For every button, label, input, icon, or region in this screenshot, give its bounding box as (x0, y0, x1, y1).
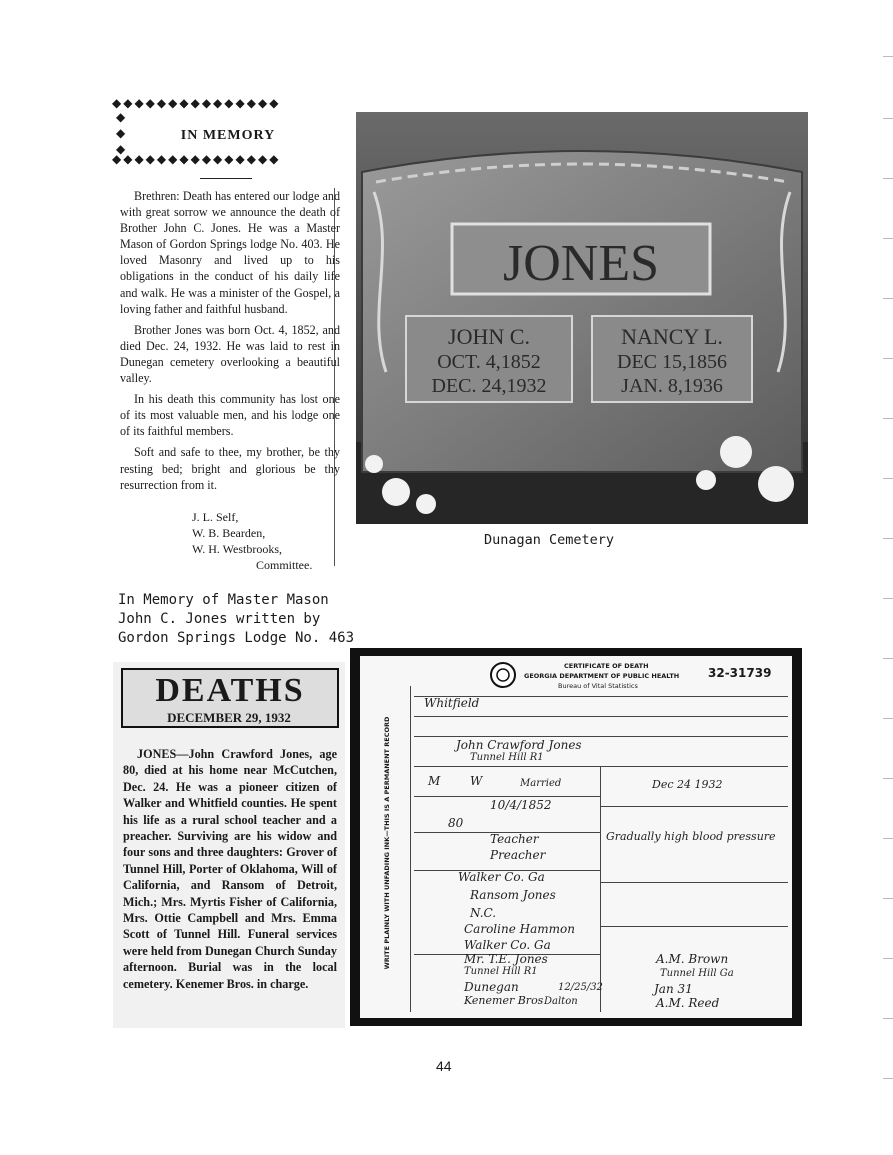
form-line (414, 766, 788, 767)
age-value: 80 (448, 816, 464, 830)
birthplace-value: Walker Co. Ga (458, 870, 545, 884)
certificate-bureau: Bureau of Vital Statistics (558, 682, 638, 690)
page-number: 44 (436, 1058, 452, 1074)
memorial-paragraph: In his death this community has lost one of its most valuable men, and his lodge one of its faithful members. (120, 392, 340, 439)
deaths-body: JONES—John Crawford Jones, age 80, died at his home near McCutchen, Dec. 24. He was a pioneer citizen of Walker and Whitfield counties. He spent his life as a rural school teacher and a preacher. Surviving are his widow and four sons and three daughters: Grover of Tunnel Hill, Porter of Oklahoma, Will of California, and Ransom of Detroit, Mich.; Mrs. Myrtis Fisher of California, Mrs. Ottie Campbell and Mrs. Emma Scott of Tunnel Hill. Funeral services were held from Dunegan Church Sunday afternoon. Burial was in the local cemetery. Kenemer Bros. in charge. (123, 747, 337, 991)
headstone-photo (356, 112, 808, 524)
burial-date-value: 12/25/32 (558, 982, 603, 993)
form-line (414, 736, 788, 737)
headstone-left-born: OCT. 4,1852 (437, 351, 541, 373)
memorial-paragraph: Brethren: Death has entered our lodge and with great sorrow we announce the death of Brother John C. Jones. He was a Master Mason of Gordon Springs lodge No. 403. He loved Masonry and lived up to his obligations in the conduct of his daily life and walk. He was a minister of the Gospel, a loving father and faithful husband. (120, 189, 340, 316)
informant-address-value: Tunnel Hill R1 (464, 966, 538, 977)
state-seal-icon (490, 662, 516, 688)
registrar-signature: A.M. Reed (656, 996, 720, 1010)
binder-mark (883, 958, 893, 959)
filed-date-value: Jan 31 (654, 982, 693, 996)
mother-name-value: Caroline Hammon (464, 922, 575, 936)
father-name-value: Ransom Jones (470, 888, 556, 902)
mother-birthplace-value: Walker Co. Ga (464, 938, 551, 952)
form-line (600, 766, 601, 1012)
binder-mark (883, 838, 893, 839)
deaths-date: DECEMBER 29, 1932 (167, 710, 291, 725)
headstone-left-name: JOHN C. (448, 324, 530, 349)
ornament-border-left: ◆ (116, 126, 126, 140)
form-line (600, 806, 788, 807)
ornament-border-top: ◆◆◆◆◆◆◆◆◆◆◆◆◆◆◆ (112, 96, 281, 110)
memorial-caption (118, 591, 354, 648)
binder-mark (883, 238, 893, 239)
birth-date-value: 10/4/1852 (490, 798, 552, 812)
ornament-border-bottom: ◆◆◆◆◆◆◆◆◆◆◆◆◆◆◆ (112, 152, 281, 166)
undertaker-value: Kenemer Bros (464, 994, 544, 1007)
binder-mark (883, 178, 893, 179)
headstone-image (356, 112, 808, 524)
binder-mark (883, 538, 893, 539)
binder-mark (883, 1018, 893, 1019)
binder-mark (883, 418, 893, 419)
physician-signature: A.M. Brown (656, 952, 729, 966)
undertaker-address-value: Dalton (544, 996, 578, 1007)
headstone-right-name: NANCY L. (621, 324, 723, 349)
deaths-title: DEATHS (155, 672, 305, 709)
form-line (600, 882, 788, 883)
marital-status-value: Married (520, 778, 562, 789)
headstone-right-died: JAN. 8,1936 (621, 375, 723, 397)
binder-mark (883, 118, 893, 119)
signer-name: J. L. Self, (192, 510, 239, 524)
deaths-clipping (113, 662, 345, 1028)
color-value: W (470, 774, 483, 788)
photo-caption: Dunagan Cemetery (484, 532, 615, 548)
binder-mark (883, 1078, 893, 1079)
caption-line: In Memory of Master Mason (118, 592, 329, 608)
caption-line: Gordon Springs Lodge No. 463 (118, 630, 355, 646)
committee-label: Committee. (256, 558, 313, 572)
place-of-death-value: Whitfield (424, 696, 480, 710)
certificate-form (360, 656, 792, 1018)
occupation-value: Teacher (490, 832, 539, 846)
binder-mark (883, 478, 893, 479)
certificate-department: GEORGIA DEPARTMENT OF PUBLIC HEALTH (524, 672, 680, 680)
residence-value: Tunnel Hill R1 (470, 752, 544, 763)
ornament-border-left: ◆ (116, 110, 126, 124)
certificate-title: CERTIFICATE OF DEATH (564, 662, 649, 670)
headstone-family-name: JONES (502, 235, 660, 292)
binder-mark (883, 358, 893, 359)
headstone-right-born: DEC 15,1856 (617, 351, 727, 373)
certificate-side-note: WRITE PLAINLY WITH UNFADING INK—THIS IS A PERMANENT RECORD (383, 716, 391, 970)
signer-name: W. B. Bearden, (192, 526, 266, 540)
informant-value: Mr. T.E. Jones (464, 952, 548, 966)
death-date-value: Dec 24 1932 (652, 778, 723, 791)
memorial-paragraph: Soft and safe to thee, my brother, be thy resting bed; bright and glorious be thy resurrection from it. (120, 445, 340, 492)
headstone-left-died: DEC. 24,1932 (431, 375, 547, 397)
certificate-number: 32-31739 (708, 666, 772, 680)
caption-line: John C. Jones written by (118, 611, 321, 627)
divider (200, 178, 252, 179)
binder-mark (883, 56, 893, 57)
in-memory-clipping (112, 96, 344, 576)
memorial-heading: IN MEMORY (180, 128, 276, 143)
binder-mark (883, 298, 893, 299)
binder-mark (883, 898, 893, 899)
physician-address: Tunnel Hill Ga (660, 968, 734, 979)
memorial-paragraph: Brother Jones was born Oct. 4, 1852, and died Dec. 24, 1932. He was laid to rest in Dunegan cemetery overlooking a beautiful valley. (120, 322, 340, 386)
occupation-value-2: Preacher (490, 848, 546, 862)
form-line (600, 926, 788, 927)
signer-name: W. H. Westbrooks, (192, 542, 283, 556)
form-line (410, 686, 411, 1012)
binder-mark (883, 718, 893, 719)
burial-place-value: Dunegan (464, 980, 519, 994)
binder-mark (883, 598, 893, 599)
ornament-border-left: ◆ (116, 142, 126, 156)
father-birthplace-value: N.C. (470, 906, 497, 920)
cause-of-death-value: Gradually high blood pressure (606, 830, 776, 843)
binder-mark (883, 778, 893, 779)
form-line (414, 796, 600, 797)
form-line (414, 716, 788, 717)
memorial-body (120, 188, 340, 498)
binder-mark (883, 658, 893, 659)
death-certificate (350, 648, 802, 1026)
full-name-value: John Crawford Jones (456, 738, 582, 752)
sex-value: M (428, 774, 441, 788)
